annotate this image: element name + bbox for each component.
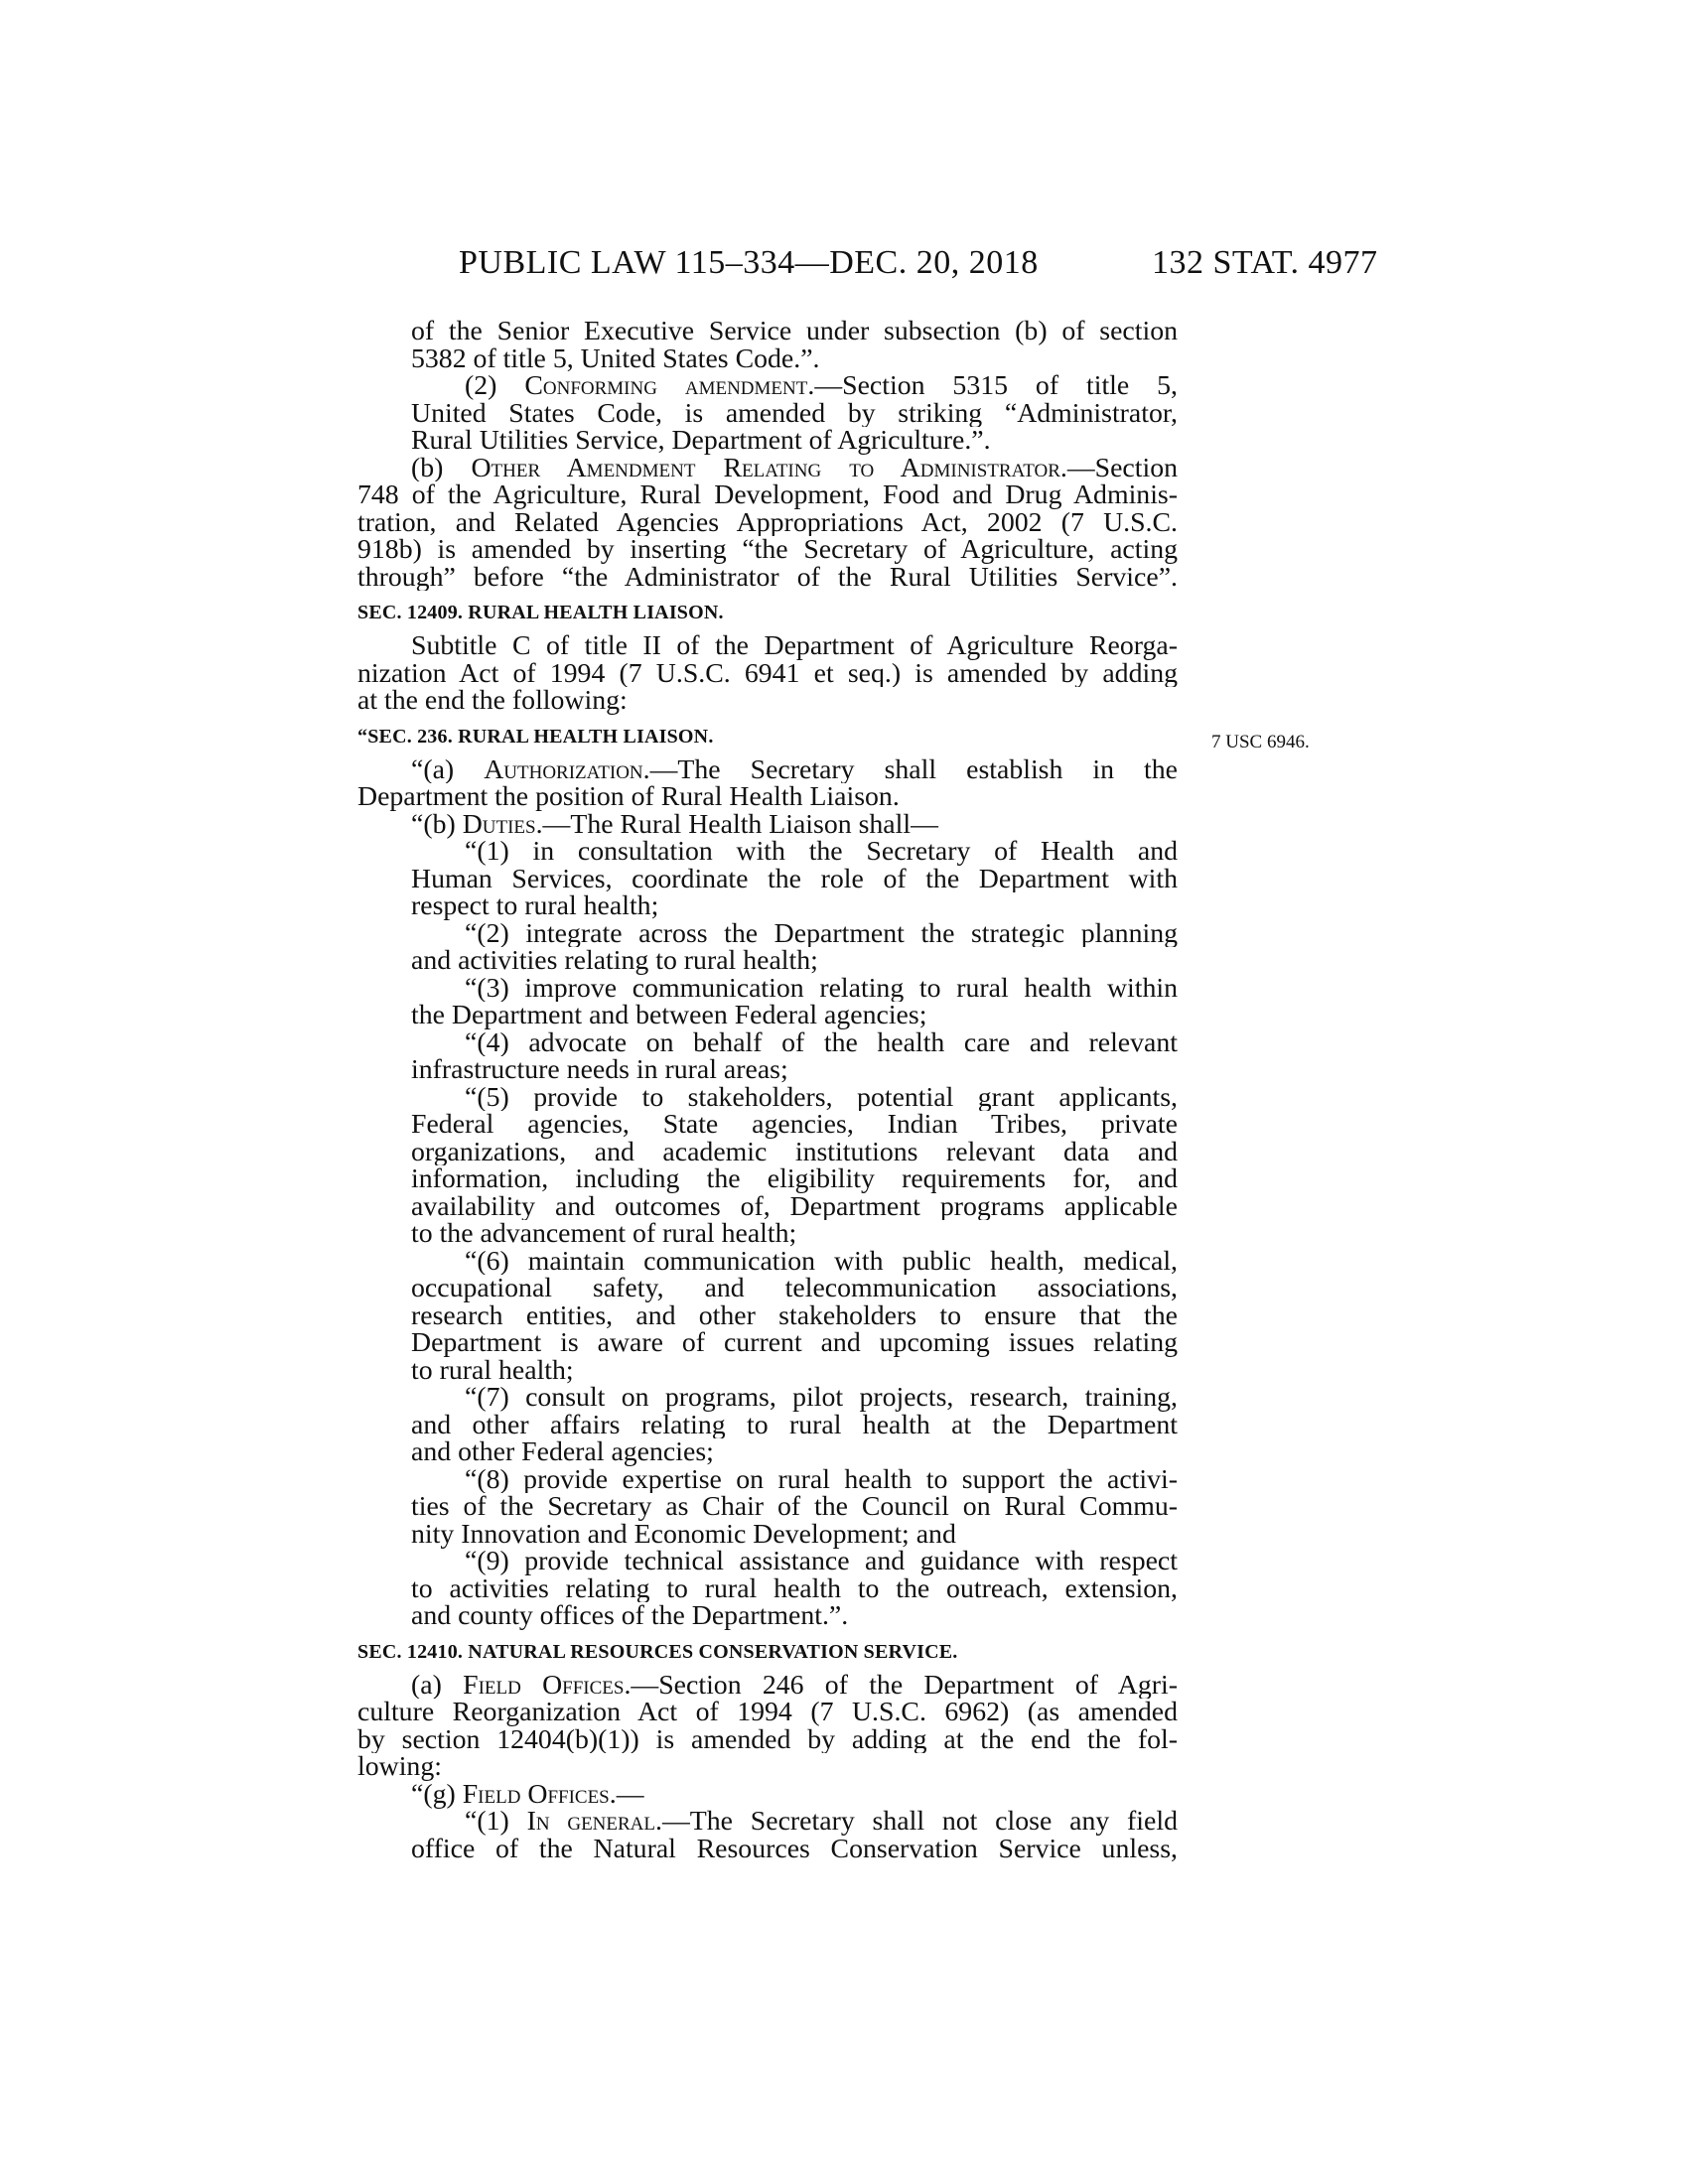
text-line: and other affairs relating to rural health at the Department [411,1411,1178,1438]
paragraph-number: “(1) [465,1808,527,1836]
text-line: nization Act of 1994 (7 U.S.C. 6941 et seq.) is amended by adding [357,659,1178,687]
paragraph-number: (a) [411,1671,464,1699]
text-line [357,1672,1178,1700]
text-line: of the Senior Executive Service under subsection (b) of section [411,318,1178,345]
text-span: .—The Secretary shall establish in the [642,755,1178,783]
text-line: “(2) integrate across the Department the strategic planning [465,919,1178,947]
text-line: lowing: [357,1751,442,1782]
text-line: and county offices of the Department.”. [411,1600,849,1631]
text-line: “(8) provide expertise on rural health to support the activi- [465,1465,1178,1493]
text-line: “(7) consult on programs, pilot projects, research, training, [465,1384,1178,1412]
section-heading: SEC. 12410. NATURAL RESOURCES CONSERVATION SERVICE. [357,1640,958,1663]
text-line [357,1778,1178,1810]
text-line: research entities, and other stakeholders to ensure that the [411,1301,1178,1329]
text-line [357,455,1178,482]
text-line: and activities relating to rural health; [411,945,818,976]
paragraph-number: “(b) [411,808,463,840]
text-line: through” before “the Administrator of the Rural Utilities Service”. [357,563,1178,591]
paragraph-heading: Authorization [484,755,643,783]
paragraph-heading: Field Offices [462,1778,610,1810]
text-line: 748 of the Agriculture, Rural Development, Food and Drug Adminis- [357,481,1178,509]
section-heading: “SEC. 236. RURAL HEALTH LIAISON. [357,725,714,748]
text-line: Human Services, coordinate the role of the Department with [411,865,1178,892]
text-line: to the advancement of rural health; [411,1218,797,1249]
text-line [357,372,1178,400]
text-span: .—The Rural Health Liaison shall— [535,808,938,840]
running-head-title: PUBLIC LAW 115–334—DEC. 20, 2018 [459,244,1039,281]
text-line [357,756,1178,784]
paragraph-heading: In general [526,1808,656,1836]
paragraph-number: “(a) [411,755,485,783]
text-line [357,808,1178,840]
paragraph-number: “(g) [411,1778,463,1810]
text-line: 5382 of title 5, United States Code.”. [411,342,820,374]
text-line: and other Federal agencies; [411,1436,714,1467]
paragraph-number: (b) [411,454,472,481]
text-span: .— [609,1778,644,1810]
paragraph-heading: Duties [462,808,536,840]
text-line: “(3) improve communication relating to rural health within [465,974,1178,1002]
text-line: “(6) maintain communication with public health, medical, [465,1247,1178,1275]
text-span: .—The Secretary shall not close any field [655,1808,1178,1836]
text-line: “(1) in consultation with the Secretary of Health and [465,838,1178,866]
text-line: culture Reorganization Act of 1994 (7 U.S.C. 6962) (as amended [357,1699,1178,1726]
document-body [357,318,1178,1862]
text-line: tration, and Related Agencies Appropriations Act, 2002 (7 U.S.C. [357,508,1178,536]
paragraph-heading: Other Amendment Relating to Administrator [471,454,1060,481]
text-line: to rural health; [411,1354,574,1386]
text-line: at the end the following: [357,685,628,716]
text-line: “(4) advocate on behalf of the health care and relevant [465,1028,1178,1056]
text-line: availability and outcomes of, Department programs applicable [411,1192,1178,1220]
statute-page-number: 132 STAT. 4977 [1152,244,1378,281]
text-line: respect to rural health; [411,890,659,921]
text-line: 918b) is amended by inserting “the Secretary of Agriculture, acting [357,536,1178,564]
text-line: infrastructure needs in rural areas; [411,1054,788,1085]
paragraph-heading: Field Offices [463,1671,625,1699]
text-line: Federal agencies, State agencies, Indian Tribes, private [411,1111,1178,1139]
text-line: Department is aware of current and upcoming issues relating [411,1329,1178,1357]
text-line: Subtitle C of title II of the Department of Agriculture Reorga- [411,632,1178,660]
text-line: organizations, and academic institutions relevant data and [411,1138,1178,1165]
text-span: .—Section 246 of the Department of Agri- [624,1671,1178,1699]
text-span: .—Section 5315 of title 5, [807,372,1178,400]
text-line: information, including the eligibility requirements for, and [411,1165,1178,1193]
text-line: occupational safety, and telecommunication associations, [411,1275,1178,1302]
text-line: by section 12404(b)(1)) is amended by adding at the end the fol- [357,1725,1178,1753]
text-line: Department the position of Rural Health Liaison. [357,781,900,812]
text-line: ties of the Secretary as Chair of the Council on Rural Commu- [411,1493,1178,1521]
text-line: the Department and between Federal agencies; [411,1000,927,1030]
text-line: office of the Natural Resources Conservation Service unless, [411,1835,1178,1862]
paragraph-heading: Conforming amendment [524,372,808,400]
text-line: United States Code, is amended by striking “Administrator, [411,399,1178,427]
text-line [357,1808,1178,1836]
text-line: nity Innovation and Economic Development; and [411,1518,956,1550]
text-span: .—Section [1059,454,1178,481]
page-header [0,244,1688,294]
margin-citation: 7 USC 6946. [1211,732,1310,752]
text-line: “(5) provide to stakeholders, potential grant applicants, [465,1083,1178,1111]
text-line: to activities relating to rural health to the outreach, extension, [411,1574,1178,1602]
paragraph-number: (2) [465,372,525,400]
section-heading: SEC. 12409. RURAL HEALTH LIAISON. [357,602,724,623]
text-line: “(9) provide technical assistance and guidance with respect [465,1548,1178,1575]
text-line: Rural Utilities Service, Department of Agriculture.”. [411,425,991,456]
